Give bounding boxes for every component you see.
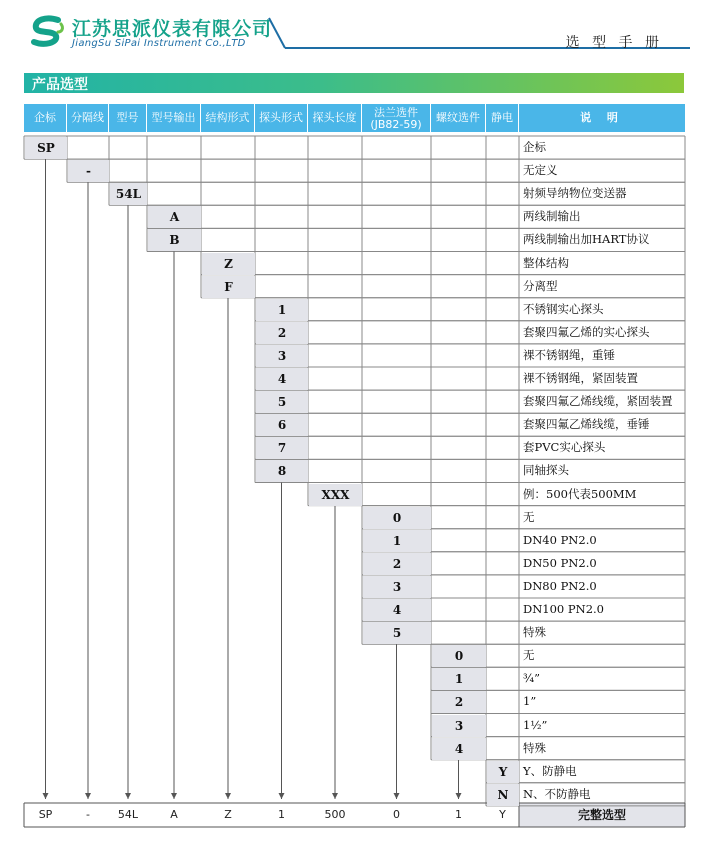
example-value: 500 xyxy=(324,808,346,821)
option-description: ¾” xyxy=(523,671,541,686)
option-code: XXX xyxy=(309,484,362,506)
arrow-head-icon xyxy=(225,793,231,799)
section-title: 产品选型 xyxy=(32,77,88,93)
option-code: 2 xyxy=(432,691,486,713)
option-description: 裸不锈钢绳，重锤 xyxy=(523,347,615,362)
option-code: 54L xyxy=(110,183,147,205)
option-code: 3 xyxy=(256,345,308,367)
example-value: A xyxy=(170,808,178,821)
option-code: 4 xyxy=(432,738,486,760)
example-value: - xyxy=(86,808,90,821)
option-description: 无定义 xyxy=(523,163,558,178)
example-value: SP xyxy=(38,808,53,821)
option-description: DN50 PN2.0 xyxy=(523,555,597,570)
option-description: 同轴探头 xyxy=(523,463,569,478)
option-code: Z xyxy=(202,253,255,275)
col-header-structure: 结构形式 xyxy=(201,104,255,132)
option-code: F xyxy=(202,276,255,298)
option-code: Y xyxy=(487,761,519,783)
option-description: 特殊 xyxy=(523,740,546,755)
option-code: 1 xyxy=(256,299,308,321)
example-value: 54L xyxy=(117,808,139,821)
option-description: 套聚四氟乙烯线缆，垂锤 xyxy=(523,417,650,432)
option-code: 1 xyxy=(363,530,431,552)
option-code: 0 xyxy=(432,645,486,667)
example-value: Y xyxy=(499,808,506,821)
example-value: Z xyxy=(224,808,232,821)
col-header-probe-length: 探头长度 xyxy=(308,104,362,132)
option-description: 两线制输出加HART协议 xyxy=(523,232,650,247)
option-description: 不锈钢实心探头 xyxy=(523,301,604,316)
option-code: 4 xyxy=(256,368,308,390)
option-description: DN40 PN2.0 xyxy=(523,532,597,547)
option-code: SP xyxy=(25,137,67,159)
option-description: DN80 PN2.0 xyxy=(523,578,597,593)
option-code: 5 xyxy=(256,391,308,413)
option-description: 无 xyxy=(523,648,535,663)
option-code: 2 xyxy=(256,322,308,344)
option-description: 例：500代表500MM xyxy=(523,486,637,501)
option-code: 3 xyxy=(432,715,486,737)
example-value: 0 xyxy=(393,808,400,821)
arrow-head-icon xyxy=(456,793,462,799)
arrow-head-icon xyxy=(43,793,49,799)
company-name-en: JiangSu SiPai Instrument Co.,LTD xyxy=(72,38,246,49)
option-code: 0 xyxy=(363,507,431,529)
option-code: 3 xyxy=(363,576,431,598)
example-value: 1 xyxy=(278,808,285,821)
option-description: Y、防静电 xyxy=(523,763,577,778)
col-header-model: 型号 xyxy=(109,104,147,132)
option-code: 2 xyxy=(363,553,431,575)
manual-title: 选 型 手 册 xyxy=(565,35,663,51)
option-description: 整体结构 xyxy=(523,255,569,270)
col-header-description: 说 明 xyxy=(519,104,685,132)
option-description: 套聚四氟乙烯的实心探头 xyxy=(523,324,650,339)
option-description: 企标 xyxy=(523,140,546,154)
company-name-cn: 江苏思派仪表有限公司 xyxy=(72,18,273,40)
option-description: 套PVC实心探头 xyxy=(523,440,606,455)
option-description: 射频导纳物位变送器 xyxy=(523,186,627,201)
col-header-flange: 法兰选件 (JB82-59) xyxy=(362,104,431,132)
option-code: N xyxy=(487,784,519,806)
option-code: 1 xyxy=(432,668,486,690)
option-code: 6 xyxy=(256,414,308,436)
arrow-head-icon xyxy=(125,793,131,799)
option-description: 1½” xyxy=(523,717,548,732)
arrow-head-icon xyxy=(332,793,338,799)
example-label: 完整选型 xyxy=(577,808,626,822)
option-code: 7 xyxy=(256,437,308,459)
col-header-output: 型号输出 xyxy=(147,104,201,132)
option-description: 套聚四氟乙烯线缆，紧固装置 xyxy=(523,394,673,409)
option-description: N、不防静电 xyxy=(523,786,591,801)
col-header-probe-type: 探头形式 xyxy=(255,104,308,132)
col-header-static: 静电 xyxy=(486,104,519,132)
arrow-head-icon xyxy=(394,793,400,799)
arrow-head-icon xyxy=(171,793,177,799)
option-description: 分离型 xyxy=(523,278,558,293)
option-code: A xyxy=(148,206,201,228)
option-code: B xyxy=(148,229,201,251)
col-header-thread: 螺纹选件 xyxy=(431,104,486,132)
option-code: 8 xyxy=(256,460,308,482)
option-description: 无 xyxy=(523,509,535,524)
option-code: 4 xyxy=(363,599,431,621)
option-description: 两线制输出 xyxy=(523,209,581,224)
option-code: 5 xyxy=(363,622,431,644)
col-header-standard: 企标 xyxy=(24,104,67,132)
option-description: 1” xyxy=(523,694,537,709)
arrow-head-icon xyxy=(85,793,91,799)
option-description: 裸不锈钢绳，紧固装置 xyxy=(523,371,638,385)
col-header-separator: 分隔线 xyxy=(67,104,109,132)
option-description: DN100 PN2.0 xyxy=(523,602,604,616)
option-description: 特殊 xyxy=(523,625,546,640)
example-value: 1 xyxy=(455,808,462,821)
option-code: - xyxy=(68,160,109,182)
arrow-head-icon xyxy=(279,793,285,799)
